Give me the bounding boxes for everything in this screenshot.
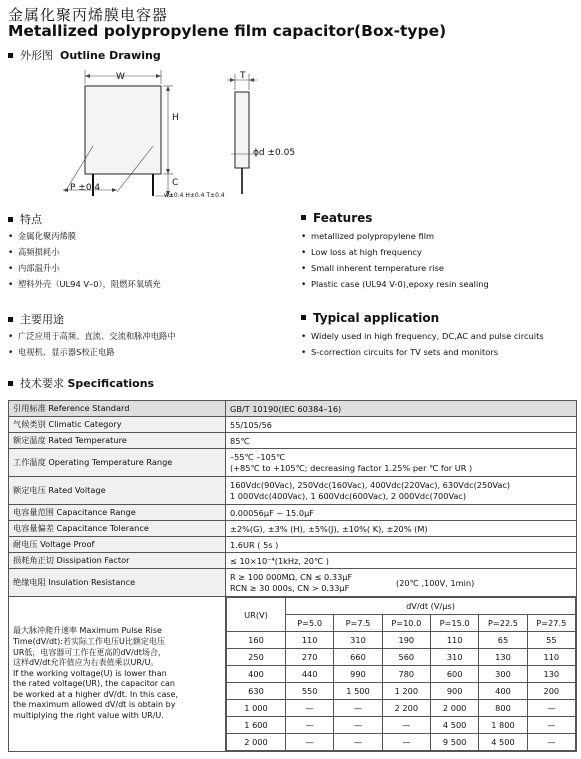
- list-item: • metallized polypropylene film: [301, 229, 489, 245]
- table-row: P=5.0 P=7.5 P=10.0 P=15.0 P=22.5 P=27.5: [227, 615, 576, 632]
- outline-heading: [8, 47, 161, 63]
- title-english: Metallized polypropylene film capacitor(Box-type): [8, 22, 447, 40]
- list-item: • 塑料外壳（UL94 V–0），阻燃环氧填充: [8, 277, 161, 293]
- title-chinese: 金属化聚丙烯膜电容器: [8, 6, 169, 24]
- bullet-square-icon: [8, 317, 13, 322]
- table-row: 额定温度 Rated Temperature 85℃: [9, 433, 577, 449]
- dim-p: P ±0.4: [70, 183, 101, 193]
- bullet-square-icon: [301, 215, 306, 220]
- table-row: 额定电压 Rated Voltage 160Vdc(90Vac), 250Vdc(160Vac), 400Vdc(220Vac), 630Vdc(250Vac) 1 000Vdc(400Vac), 1 600Vdc(600Vac), 2 000Vdc(700Vac): [9, 477, 577, 505]
- features-en-heading: Features: [301, 211, 372, 225]
- list-item: • Plastic case (UL94 V-0),epoxy resin sealing: [301, 277, 489, 293]
- list-item: • S-correction circuits for TV sets and monitors: [301, 345, 544, 361]
- bullet-square-icon: [301, 315, 306, 320]
- list-item: • 内部温升小: [8, 261, 161, 277]
- table-row: 电容量偏差 Capacitance Tolerance ±2%(G), ±3% (H), ±5%(J), ±10%( K), ±20% (M): [9, 521, 577, 537]
- table-row: UR(V) dV/dt (V/μs): [227, 598, 576, 615]
- list-item: • 电视机、显示器S校正电路: [8, 345, 176, 361]
- pulse-row: [9, 597, 577, 752]
- list-item: • 高频损耗小: [8, 245, 161, 261]
- outline-heading-cn: 外形图: [20, 49, 53, 62]
- application-cn-heading: 主要用途: [8, 311, 64, 327]
- list-item: • 广泛应用于高频、直流、交流和脉冲电路中: [8, 329, 176, 345]
- dim-tolerances: w±0.4 H±0.4 T±0.4: [164, 192, 225, 199]
- application-en-list: [301, 329, 544, 361]
- table-row: 耐电压 Voltage Proof 1.6UR ( 5s ): [9, 537, 577, 553]
- dim-c: C: [172, 178, 179, 188]
- table-row: 引用标准 Reference Standard GB/T 10190(IEC 60384–16): [9, 401, 577, 417]
- bullet-square-icon: [8, 53, 13, 58]
- bullet-square-icon: [8, 217, 13, 222]
- application-en-heading: Typical application: [301, 311, 439, 325]
- table-row: 2 000 — — — 9 500 4 500 —: [227, 734, 576, 751]
- dim-w: W: [116, 72, 125, 82]
- list-item: • Widely used in high frequency, DC,AC and pulse circuits: [301, 329, 544, 345]
- pulse-description: 最大脉冲爬升速率 Maximum Pulse Rise Time(dV/dt):若实际工作电压U比额定电压 UR低，电容器可工作在更高的dV/dt场合， 这样dV/dt允许值应为右表值乘以UR/U。 If the working voltage(U) is lower than the rated voltage(UR), the capacitor can be worked at a higher dV/dt. In this case, the maximum allowed dV/dt is obtain by multiplying the right value with UR/U.: [9, 597, 226, 752]
- application-cn-list: [8, 329, 176, 361]
- dim-d: ϕd ±0.05: [253, 148, 296, 158]
- features-en-list: [301, 229, 489, 293]
- specs-heading: 技术要求 Specifications: [8, 375, 154, 391]
- dim-t: T: [240, 71, 246, 81]
- table-row: 630 550 1 500 1 200 900 400 200: [227, 683, 576, 700]
- table-row: 电容量范围 Capacitance Range 0.00056μF ~ 15.0μF: [9, 505, 577, 521]
- list-item: • Low loss at high frequency: [301, 245, 489, 261]
- outline-heading-en: Outline Drawing: [60, 49, 161, 62]
- capacitor-side-body: [235, 92, 249, 168]
- table-row: 250 270 660 560 310 130 110: [227, 649, 576, 666]
- table-row: 气候类别 Climatic Category 55/105/56: [9, 417, 577, 433]
- list-item: • Small inherent temperature rise: [301, 261, 489, 277]
- table-row: 绝缘电阻 Insulation Resistance R ≥ 100 000MΩ, CN ≤ 0.33μF RCN ≥ 30 000s, CN > 0.33μF (20℃ ,100V, 1min): [9, 569, 577, 597]
- table-row: 160 110 310 190 110 65 55: [227, 632, 576, 649]
- table-row: 工作温度 Operating Temperature Range –55℃ –105℃ (+85℃ to +105℃; decreasing factor 1.25% per ℃ for UR ): [9, 449, 577, 477]
- capacitor-front-body: [85, 86, 161, 174]
- dvdt-table: [226, 597, 576, 751]
- bullet-square-icon: [8, 381, 13, 386]
- features-cn-heading: 特点: [8, 211, 42, 227]
- list-item: • 金属化聚丙烯膜: [8, 229, 161, 245]
- dim-h: H: [172, 113, 179, 123]
- features-cn-list: [8, 229, 161, 293]
- table-row: 400 440 990 780 600 300 130: [227, 666, 576, 683]
- table-row: 1 600 — — — 4 500 1 800 —: [227, 717, 576, 734]
- spec-table: [8, 400, 577, 752]
- table-row: 损耗角正切 Dissipation Factor ≤ 10×10⁻⁴(1kHz, 20℃ ): [9, 553, 577, 569]
- table-row: 1 000 — — 2 200 2 000 800 —: [227, 700, 576, 717]
